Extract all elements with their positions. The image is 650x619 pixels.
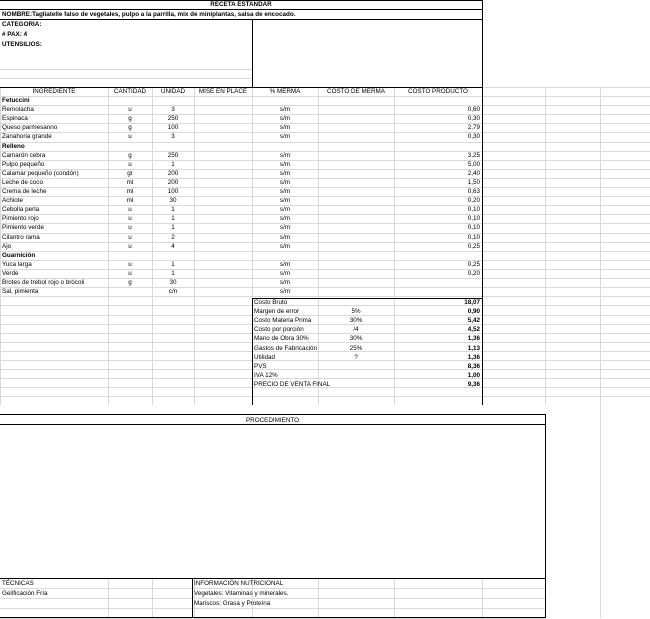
grid-line bbox=[194, 87, 195, 405]
grid-line bbox=[0, 305, 650, 306]
ingredient-merma: s/m bbox=[279, 270, 291, 277]
ingredient-name: Queso parmesanno bbox=[2, 124, 58, 131]
grid-line bbox=[192, 578, 193, 618]
ingredient-quantity: 1 bbox=[171, 161, 175, 168]
ingredient-name: Verde bbox=[2, 270, 19, 277]
summary-value: 4,52 bbox=[467, 326, 480, 333]
ingredient-quantity: 3 bbox=[171, 106, 175, 113]
ingredient-cost: 0,25 bbox=[467, 243, 480, 250]
grid-line bbox=[0, 278, 650, 279]
ingredient-cost: 0,60 bbox=[467, 106, 480, 113]
ingredient-unit: gr bbox=[127, 170, 133, 177]
grid-line bbox=[0, 269, 650, 270]
header-mise-en-place: MISE EN PLACE bbox=[198, 88, 248, 95]
grid-line bbox=[0, 187, 650, 188]
grid-line bbox=[545, 87, 546, 405]
grid-line bbox=[0, 369, 650, 370]
summary-value: 18,07 bbox=[464, 299, 480, 306]
ingredient-unit: u bbox=[128, 270, 132, 277]
ingredient-unit: u bbox=[128, 133, 132, 140]
grid-line bbox=[0, 178, 650, 179]
summary-percent: /4 bbox=[353, 326, 359, 333]
techniques-item: Gelificación Fría bbox=[2, 590, 48, 597]
ingredient-name: Pimiento rojo bbox=[2, 215, 39, 222]
grid-line bbox=[0, 132, 650, 133]
grid-line bbox=[0, 414, 545, 415]
ingredient-quantity: 1 bbox=[171, 261, 175, 268]
ingredient-quantity: 200 bbox=[167, 170, 179, 177]
grid-line bbox=[0, 87, 1, 405]
ingredient-cost: 0,10 bbox=[467, 224, 480, 231]
ingredient-cost: 0,10 bbox=[467, 234, 480, 241]
grid-line bbox=[0, 105, 650, 106]
header-unit: UNIDAD bbox=[160, 88, 186, 95]
summary-label: IVA 12% bbox=[254, 372, 278, 379]
ingredient-name: Pulpo pequeño bbox=[2, 161, 45, 168]
ingredient-name: Calamar pequeño (condón) bbox=[2, 170, 79, 177]
procedure-title: PROCEDIMIENTO bbox=[245, 417, 300, 424]
grid-line bbox=[0, 114, 650, 115]
grid-line bbox=[0, 205, 650, 206]
ingredient-name: Cilantro rama bbox=[2, 234, 40, 241]
ingredient-name: Espinaca bbox=[2, 115, 28, 122]
summary-label: Margen de error bbox=[254, 308, 300, 315]
summary-value: 8,36 bbox=[467, 363, 480, 370]
grid-line bbox=[0, 598, 545, 599]
summary-label: Costo por porción bbox=[254, 326, 304, 333]
ingredient-name: Achiote bbox=[2, 197, 24, 204]
grid-line bbox=[0, 378, 650, 379]
techniques-title: TÉCNICAS bbox=[2, 580, 34, 587]
ingredient-merma: s/m bbox=[279, 161, 291, 168]
grid-line bbox=[108, 578, 109, 618]
summary-value: 1,00 bbox=[467, 372, 480, 379]
ingredient-quantity: 100 bbox=[167, 124, 179, 131]
header-merma: % MERMA bbox=[269, 88, 301, 95]
ingredient-unit: ml bbox=[126, 179, 134, 186]
summary-percent: ? bbox=[354, 354, 358, 361]
ingredient-name: Yuca larga bbox=[2, 261, 32, 268]
summary-value: 1,36 bbox=[467, 335, 480, 342]
header-quantity: CANTIDAD bbox=[113, 88, 147, 95]
ingredient-quantity: 30 bbox=[169, 279, 177, 286]
recipe-title: RECETA ESTANDAR bbox=[210, 1, 272, 8]
ingredient-merma: s/m bbox=[279, 206, 291, 213]
ingredient-quantity: 1 bbox=[171, 224, 175, 231]
ingredient-unit: g bbox=[128, 279, 132, 286]
ingredient-unit: g bbox=[128, 152, 132, 159]
grid-line bbox=[0, 396, 650, 397]
grid-line bbox=[0, 223, 650, 224]
ingredient-name: Ajo bbox=[2, 243, 12, 250]
ingredient-name: Cebolla perla bbox=[2, 206, 40, 213]
grid-line bbox=[0, 123, 650, 124]
summary-percent: 25% bbox=[349, 345, 363, 352]
grid-line bbox=[0, 69, 252, 70]
ingredient-unit: u bbox=[128, 206, 132, 213]
grid-line bbox=[0, 287, 650, 288]
ingredient-unit: ml bbox=[126, 188, 134, 195]
ingredient-cost: 2,40 bbox=[467, 170, 480, 177]
ingredient-name: Camarón cebra bbox=[2, 152, 46, 159]
ingredient-quantity: 4 bbox=[171, 243, 175, 250]
summary-value: 9,36 bbox=[467, 381, 480, 388]
grid-line bbox=[0, 151, 650, 152]
ingredient-unit: u bbox=[128, 224, 132, 231]
ingredient-unit: u bbox=[128, 234, 132, 241]
grid-line bbox=[482, 0, 483, 405]
ingredient-merma: s/m bbox=[279, 115, 291, 122]
ingredient-merma: s/m bbox=[279, 279, 291, 286]
recipe-name: NOMBRE:Tagliatelle falso de vegetales, pulpo a la parrilla, mix de miniplantas, salsa de encocado. bbox=[2, 11, 296, 18]
ingredient-merma: s/m bbox=[279, 179, 291, 186]
summary-label: PVS bbox=[254, 363, 267, 370]
ingredient-merma: s/m bbox=[279, 197, 291, 204]
ingredient-quantity: 1 bbox=[171, 215, 175, 222]
summary-label: Mano de Obra 30% bbox=[254, 335, 309, 342]
ingredient-name: Leche de coco bbox=[2, 179, 43, 186]
grid-line bbox=[545, 414, 546, 618]
summary-percent: 30% bbox=[349, 335, 363, 342]
ingredient-cost: 5,00 bbox=[467, 161, 480, 168]
ingredient-unit: g bbox=[128, 124, 132, 131]
ingredient-merma: s/m bbox=[279, 224, 291, 231]
ingredient-quantity: 1 bbox=[171, 270, 175, 277]
ingredient-name: Pimiento verde bbox=[2, 224, 44, 231]
ingredient-quantity: 2 bbox=[171, 234, 175, 241]
ingredient-quantity: c/n bbox=[168, 288, 178, 295]
ingredient-unit: ml bbox=[126, 197, 134, 204]
ingredient-merma: s/m bbox=[279, 261, 291, 268]
ingredient-unit: g bbox=[128, 115, 132, 122]
ingredient-merma: s/m bbox=[279, 106, 291, 113]
header-ingredient: INGREDIENTE bbox=[32, 88, 76, 95]
grid-line bbox=[0, 169, 650, 170]
ingredient-merma: s/m bbox=[279, 133, 291, 140]
ingredient-quantity: 200 bbox=[167, 179, 179, 186]
summary-label: Costo Materia Prima bbox=[254, 317, 312, 324]
ingredient-quantity: 3 bbox=[171, 133, 175, 140]
nutrition-item: Mariscos: Grasa y Proteína bbox=[194, 600, 271, 607]
section-label: Fetuccini bbox=[2, 97, 30, 104]
recipe-category: CATEGORIA: bbox=[2, 21, 42, 28]
grid-line bbox=[0, 251, 650, 252]
recipe-pax: # PAX: 4 bbox=[2, 31, 28, 38]
grid-line bbox=[0, 242, 650, 243]
ingredient-unit: u bbox=[128, 243, 132, 250]
header-costo-merma: COSTO DE MERMA bbox=[327, 88, 385, 95]
ingredient-unit: u bbox=[128, 261, 132, 268]
ingredient-name: Remolacha bbox=[2, 106, 34, 113]
grid-line bbox=[318, 578, 319, 618]
grid-line bbox=[600, 87, 601, 618]
ingredient-merma: s/m bbox=[279, 188, 291, 195]
ingredient-quantity: 30 bbox=[169, 197, 177, 204]
ingredient-cost: 0,10 bbox=[467, 206, 480, 213]
ingredient-quantity: 100 bbox=[167, 188, 179, 195]
summary-label: PRECIO DE VENTA FINAL bbox=[254, 381, 331, 388]
ingredient-cost: 0,25 bbox=[467, 261, 480, 268]
ingredient-merma: s/m bbox=[279, 124, 291, 131]
ingredient-merma: s/m bbox=[279, 152, 291, 159]
summary-label: Gastos de Fabricación bbox=[254, 345, 317, 352]
grid-line bbox=[394, 578, 395, 618]
ingredient-cost: 2,79 bbox=[467, 124, 480, 131]
ingredient-cost: 1,50 bbox=[467, 179, 480, 186]
grid-line bbox=[0, 78, 252, 79]
nutrition-item: Vegetales: Vitaminas y minerales. bbox=[194, 590, 289, 597]
grid-line bbox=[0, 260, 650, 261]
ingredient-name: Crema de leche bbox=[2, 188, 47, 195]
grid-line bbox=[252, 298, 253, 405]
ingredient-quantity: 250 bbox=[167, 115, 179, 122]
ingredient-unit: u bbox=[128, 106, 132, 113]
grid-line bbox=[0, 96, 650, 97]
ingredient-name: Brotes de trebol rojo o brócoli bbox=[2, 279, 85, 286]
grid-line bbox=[0, 196, 650, 197]
ingredient-merma: s/m bbox=[279, 243, 291, 250]
ingredient-unit: u bbox=[128, 215, 132, 222]
ingredient-cost: 3,25 bbox=[467, 152, 480, 159]
summary-percent: 30% bbox=[349, 317, 363, 324]
ingredient-cost: 0,63 bbox=[467, 188, 480, 195]
grid-line bbox=[482, 578, 483, 618]
ingredient-cost: 0,10 bbox=[467, 215, 480, 222]
recipe-utensils: UTENSILIOS: bbox=[2, 41, 42, 48]
grid-line bbox=[0, 214, 650, 215]
summary-value: 0,90 bbox=[467, 308, 480, 315]
ingredient-merma: s/m bbox=[279, 234, 291, 241]
ingredient-cost: 0,20 bbox=[467, 197, 480, 204]
summary-value: 1,36 bbox=[467, 354, 480, 361]
ingredient-quantity: 250 bbox=[167, 152, 179, 159]
summary-value: 5,42 bbox=[467, 317, 480, 324]
ingredient-merma: s/m bbox=[279, 288, 291, 295]
nutrition-title: INFORMACIÓN NUTRICIONAL bbox=[194, 580, 284, 587]
grid-line bbox=[252, 19, 253, 87]
ingredient-unit: u bbox=[128, 161, 132, 168]
grid-line bbox=[0, 19, 482, 20]
section-label: Relleno bbox=[2, 143, 25, 150]
grid-line bbox=[0, 142, 650, 143]
grid-line bbox=[0, 296, 650, 297]
section-label: Guarnición bbox=[2, 252, 36, 259]
header-costo-producto: COSTO PRODUCTO bbox=[408, 88, 468, 95]
grid-line bbox=[0, 160, 650, 161]
ingredient-cost: 0,30 bbox=[467, 133, 480, 140]
ingredient-name: Sal, pimienta bbox=[2, 288, 39, 295]
ingredient-name: Zanahoria grande bbox=[2, 133, 52, 140]
grid-line bbox=[0, 608, 545, 609]
ingredient-merma: s/m bbox=[279, 170, 291, 177]
ingredient-cost: 0,20 bbox=[467, 270, 480, 277]
grid-line bbox=[152, 578, 153, 618]
ingredient-merma: s/m bbox=[279, 215, 291, 222]
summary-label: Costo Bruto bbox=[254, 299, 288, 306]
grid-line bbox=[0, 233, 650, 234]
ingredient-quantity: 1 bbox=[171, 206, 175, 213]
ingredient-cost: 0,30 bbox=[467, 115, 480, 122]
summary-label: Utilidad bbox=[254, 354, 275, 361]
summary-percent: 5% bbox=[351, 308, 361, 315]
summary-value: 1,13 bbox=[467, 345, 480, 352]
